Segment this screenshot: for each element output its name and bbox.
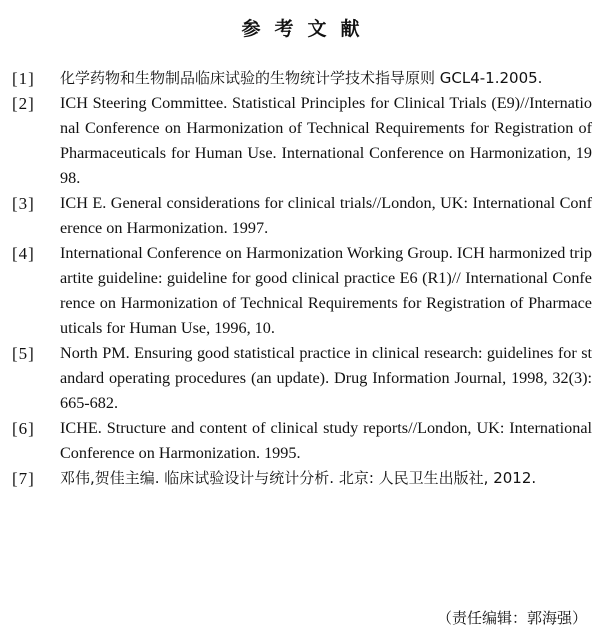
reference-item-5 [12,341,592,416]
reference-number: [6] [12,419,35,438]
reference-number: [2] [12,94,35,113]
reference-item-2 [12,91,592,191]
reference-item-4 [12,241,592,341]
reference-text: ICHE. Structure and content of clinical study reports//London, UK: International Conference on Harmonization. 1995. [60,419,592,462]
reference-number: [4] [12,244,35,263]
references-title: 参考文献 [241,18,374,40]
editor-note: （责任编辑：郭海强） [436,609,587,627]
reference-item-7 [12,466,592,491]
reference-item-3 [12,191,592,241]
reference-item-6 [12,416,592,466]
reference-number: [7] [12,469,35,488]
reference-number: [1] [12,69,35,88]
reference-text: 化学药物和生物制品临床试验的生物统计学技术指导原则 GCL4-1.2005. [60,69,543,87]
reference-text: International Conference on Harmonization Working Group. ICH harmonized tripartite guideline: guideline for good clinical practice E6 (R1)// International Conference on Harmonization of Technical Requirements for Registration of Pharmaceuticals for Human Use, 1996, 10. [60,244,592,337]
reference-text: 邓伟,贺佳主编. 临床试验设计与统计分析. 北京: 人民卫生出版社, 2012. [60,469,537,487]
reference-list [12,66,592,491]
reference-text: ICH Steering Committee. Statistical Principles for Clinical Trials (E9)//International Conference on Harmonization of Technical Requirements for Registration of Pharmaceuticals for Human Use. International Conference on Harmonization, 1998. [60,94,592,187]
reference-number: [5] [12,344,35,363]
reference-text: North PM. Ensuring good statistical practice in clinical research: guidelines for standard operating procedures (an update). Drug Information Journal, 1998, 32(3): 665-682. [60,344,592,412]
reference-number: [3] [12,194,35,213]
reference-text: ICH E. General considerations for clinical trials//London, UK: International Conference on Harmonization. 1997. [60,194,592,237]
reference-item-1 [12,66,592,91]
